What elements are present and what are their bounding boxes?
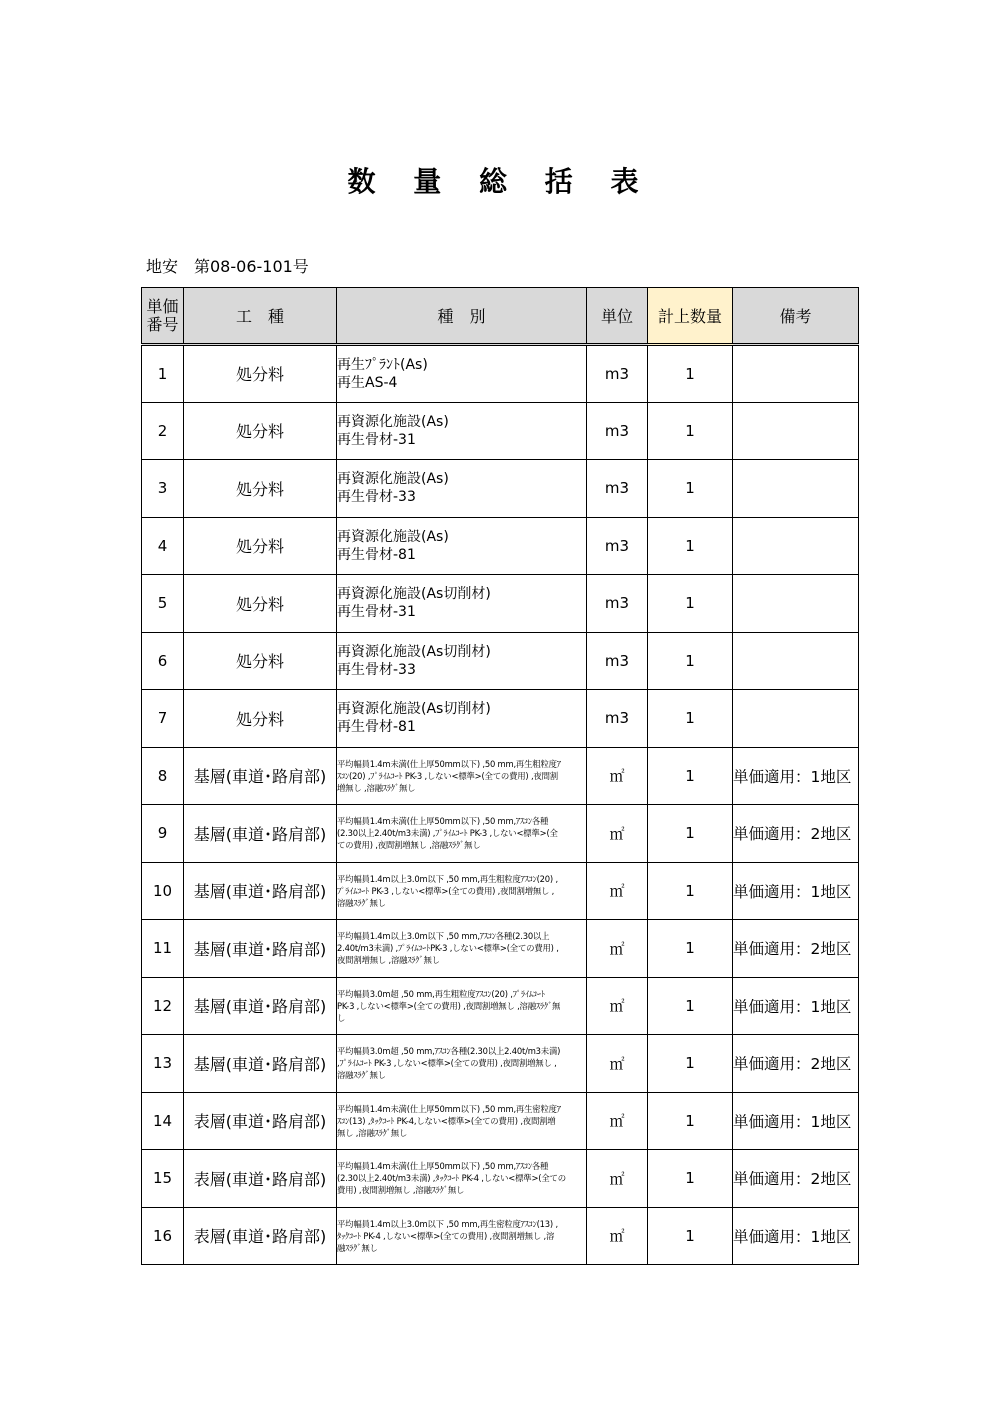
table-row — [142, 747, 859, 805]
specification-line-2: ,ﾌﾟﾗｲﾑｺｰﾄ PK-3 ,しない<標準>(全ての費用) ,夜間割増無し , — [337, 1058, 557, 1069]
specification-line-3: ての費用) ,夜間割増無し ,溶融ｽﾗｸﾞ無し — [337, 840, 481, 851]
row-number: 2 — [142, 402, 184, 460]
row-unit: ㎡ — [587, 920, 648, 978]
row-quantity: 1 — [648, 460, 733, 518]
row-specification — [337, 977, 587, 1035]
specification-line-1: 平均幅員3.0m超 ,50 mm,再生粗粒度ｱｽｺﾝ(20) ,ﾌﾟﾗｲﾑｺｰﾄ — [337, 988, 545, 999]
row-remarks — [733, 690, 859, 748]
quantity-summary-table — [141, 287, 859, 1265]
specification-line-1: 平均幅員1.4m未満(仕上厚50mm以下) ,50 mm,再生密粒度ｱ — [337, 1103, 561, 1114]
row-work-type: 処分料 — [184, 517, 337, 575]
row-remarks: 単価適用：1地区 — [733, 862, 859, 920]
row-unit: ㎡ — [587, 1207, 648, 1265]
row-unit: m3 — [587, 402, 648, 460]
row-specification — [337, 345, 587, 403]
specification-line-1: 平均幅員1.4m以上3.0m以下 ,50 mm,再生密粒度ｱｽｺﾝ(13) , — [337, 1218, 558, 1229]
row-quantity: 1 — [648, 920, 733, 978]
row-specification — [337, 747, 587, 805]
row-specification — [337, 460, 587, 518]
table-row — [142, 345, 859, 403]
row-unit: ㎡ — [587, 977, 648, 1035]
row-quantity: 1 — [648, 747, 733, 805]
row-unit: ㎡ — [587, 1035, 648, 1093]
specification-line-3: 費用) ,夜間割増無し ,溶融ｽﾗｸﾞ無し — [337, 1185, 465, 1196]
specification-line-2: 再生骨材-33 — [337, 661, 416, 678]
row-unit: m3 — [587, 575, 648, 633]
row-work-type: 基層(車道･路肩部) — [184, 1035, 337, 1093]
specification-line-1: 再資源化施設(As) — [337, 413, 449, 430]
specification-line-2: 再生骨材-81 — [337, 546, 416, 563]
table-row — [142, 1035, 859, 1093]
row-specification — [337, 1207, 587, 1265]
row-number: 16 — [142, 1207, 184, 1265]
row-unit: ㎡ — [587, 1092, 648, 1150]
row-work-type: 処分料 — [184, 690, 337, 748]
table-row — [142, 690, 859, 748]
row-number: 5 — [142, 575, 184, 633]
specification-line-2: ﾌﾟﾗｲﾑｺｰﾄ PK-3 ,しない<標準>(全ての費用) ,夜間割増無し , — [337, 885, 555, 896]
row-remarks: 単価適用：1地区 — [733, 1092, 859, 1150]
row-remarks: 単価適用：1地区 — [733, 1207, 859, 1265]
row-unit: ㎡ — [587, 1150, 648, 1208]
specification-line-1: 再資源化施設(As) — [337, 528, 449, 545]
specification-line-3: 無し ,溶融ｽﾗｸﾞ無し — [337, 1127, 408, 1138]
row-quantity: 1 — [648, 402, 733, 460]
row-remarks — [733, 517, 859, 575]
row-quantity: 1 — [648, 805, 733, 863]
row-quantity: 1 — [648, 1207, 733, 1265]
row-number: 12 — [142, 977, 184, 1035]
row-work-type: 基層(車道･路肩部) — [184, 805, 337, 863]
row-remarks: 単価適用：2地区 — [733, 805, 859, 863]
row-number: 9 — [142, 805, 184, 863]
row-number: 7 — [142, 690, 184, 748]
row-number: 14 — [142, 1092, 184, 1150]
specification-line-2: ｽｺﾝ(13) ,ﾀｯｸｺｰﾄ PK-4,しない<標準>(全ての費用) ,夜間割増 — [337, 1115, 556, 1126]
specification-line-1: 再資源化施設(As切削材) — [337, 586, 491, 603]
row-work-type: 処分料 — [184, 575, 337, 633]
row-quantity: 1 — [648, 1035, 733, 1093]
page-title: 数 量 総 括 表 — [347, 165, 653, 198]
row-number: 1 — [142, 345, 184, 403]
row-unit: m3 — [587, 345, 648, 403]
table-row — [142, 805, 859, 863]
table-row — [142, 632, 859, 690]
specification-line-1: 再生ﾌﾟﾗﾝﾄ(As) — [337, 356, 428, 373]
row-remarks: 単価適用：2地区 — [733, 1035, 859, 1093]
specification-line-3: 夜間割増無し ,溶融ｽﾗｸﾞ無し — [337, 955, 440, 966]
document-number: 地安 第08-06-101号 — [146, 257, 309, 276]
specification-line-1: 平均幅員1.4m未満(仕上厚50mm以下) ,50 mm,ｱｽｺﾝ各種 — [337, 1161, 549, 1172]
row-remarks — [733, 402, 859, 460]
specification-line-2: PK-3 ,しない<標準>(全ての費用) ,夜間割増無し ,溶融ｽﾗｸﾞ無 — [337, 1000, 561, 1011]
header-remarks: 備考 — [733, 288, 859, 345]
table-row — [142, 460, 859, 518]
table-row — [142, 977, 859, 1035]
table-header-row — [142, 288, 859, 345]
specification-line-1: 平均幅員3.0m超 ,50 mm,ｱｽｺﾝ各種(2.30以上2.40t/m3未満) — [337, 1046, 561, 1057]
row-remarks: 単価適用：1地区 — [733, 747, 859, 805]
header-quantity: 計上数量 — [648, 288, 733, 345]
specification-line-2: (2.30以上2.40t/m3未満) ,ﾌﾟﾗｲﾑｺｰﾄ PK-3 ,しない<標準>(全 — [337, 828, 558, 839]
specification-line-1: 平均幅員1.4m未満(仕上厚50mm以下) ,50 mm,再生粗粒度ｱ — [337, 758, 561, 769]
table-row — [142, 1150, 859, 1208]
table-row — [142, 575, 859, 633]
row-quantity: 1 — [648, 977, 733, 1035]
row-remarks: 単価適用：1地区 — [733, 977, 859, 1035]
specification-line-3: 溶融ｽﾗｸﾞ無し — [337, 897, 386, 908]
row-specification — [337, 805, 587, 863]
specification-line-2: 再生AS-4 — [337, 374, 398, 391]
row-quantity: 1 — [648, 517, 733, 575]
row-number: 4 — [142, 517, 184, 575]
header-work-type: 工 種 — [184, 288, 337, 345]
specification-line-2: 再生骨材-31 — [337, 431, 416, 448]
row-work-type: 処分料 — [184, 460, 337, 518]
row-quantity: 1 — [648, 575, 733, 633]
specification-line-1: 再資源化施設(As切削材) — [337, 643, 491, 660]
row-remarks — [733, 460, 859, 518]
row-unit: ㎡ — [587, 862, 648, 920]
row-unit: m3 — [587, 460, 648, 518]
row-work-type: 表層(車道･路肩部) — [184, 1092, 337, 1150]
row-unit: ㎡ — [587, 805, 648, 863]
row-quantity: 1 — [648, 690, 733, 748]
table-row — [142, 862, 859, 920]
row-work-type: 基層(車道･路肩部) — [184, 862, 337, 920]
specification-line-1: 平均幅員1.4m以上3.0m以下 ,50 mm,再生粗粒度ｱｽｺﾝ(20) , — [337, 873, 558, 884]
row-specification — [337, 575, 587, 633]
row-unit: m3 — [587, 517, 648, 575]
specification-line-2: 再生骨材-81 — [337, 719, 416, 736]
specification-line-2: 2.40t/m3未満) ,ﾌﾟﾗｲﾑｺｰﾄPK-3 ,しない<標準>(全ての費用) , — [337, 943, 559, 954]
header-no-line1: 単価 — [146, 296, 179, 316]
header-unit: 単位 — [587, 288, 648, 345]
row-unit: m3 — [587, 690, 648, 748]
table-row — [142, 1092, 859, 1150]
row-work-type: 基層(車道･路肩部) — [184, 920, 337, 978]
specification-line-3: し — [337, 1012, 346, 1023]
specification-line-1: 再資源化施設(As切削材) — [337, 701, 491, 718]
row-specification — [337, 690, 587, 748]
row-work-type: 表層(車道･路肩部) — [184, 1150, 337, 1208]
specification-line-2: 再生骨材-33 — [337, 489, 416, 506]
row-specification — [337, 862, 587, 920]
specification-line-2: ｽｺﾝ(20) ,ﾌﾟﾗｲﾑｺｰﾄ PK-3 ,しない<標準>(全ての費用) ,夜間割 — [337, 770, 558, 781]
row-quantity: 1 — [648, 1150, 733, 1208]
row-number: 13 — [142, 1035, 184, 1093]
row-specification — [337, 402, 587, 460]
row-number: 8 — [142, 747, 184, 805]
specification-line-3: 融ｽﾗｸﾞ無し — [337, 1242, 378, 1253]
specification-line-2: (2.30以上2.40t/m3未満) ,ﾀｯｸｺｰﾄ PK-4 ,しない<標準>(全ての — [337, 1173, 566, 1184]
row-work-type: 処分料 — [184, 402, 337, 460]
row-work-type: 処分料 — [184, 632, 337, 690]
row-unit: m3 — [587, 632, 648, 690]
table-row — [142, 1207, 859, 1265]
row-quantity: 1 — [648, 862, 733, 920]
row-remarks: 単価適用：2地区 — [733, 1150, 859, 1208]
row-unit: ㎡ — [587, 747, 648, 805]
specification-line-1: 平均幅員1.4m以上3.0m以下 ,50 mm,ｱｽｺﾝ各種(2.30以上 — [337, 931, 550, 942]
row-number: 10 — [142, 862, 184, 920]
row-number: 6 — [142, 632, 184, 690]
row-remarks — [733, 575, 859, 633]
table-row — [142, 517, 859, 575]
row-specification — [337, 517, 587, 575]
header-specification: 種 別 — [337, 288, 587, 345]
specification-line-1: 平均幅員1.4m未満(仕上厚50mm以下) ,50 mm,ｱｽｺﾝ各種 — [337, 816, 549, 827]
table-row — [142, 920, 859, 978]
row-remarks — [733, 345, 859, 403]
specification-line-2: ﾀｯｸｺｰﾄ PK-4 ,しない<標準>(全ての費用) ,夜間割増無し ,溶 — [337, 1230, 555, 1241]
row-number: 3 — [142, 460, 184, 518]
row-work-type: 基層(車道･路肩部) — [184, 977, 337, 1035]
row-specification — [337, 632, 587, 690]
row-number: 15 — [142, 1150, 184, 1208]
row-work-type: 処分料 — [184, 345, 337, 403]
row-work-type: 基層(車道･路肩部) — [184, 747, 337, 805]
row-quantity: 1 — [648, 1092, 733, 1150]
specification-line-2: 再生骨材-31 — [337, 604, 416, 621]
row-specification — [337, 920, 587, 978]
row-remarks — [733, 632, 859, 690]
header-unit-price-number — [142, 288, 184, 345]
row-number: 11 — [142, 920, 184, 978]
row-specification — [337, 1035, 587, 1093]
row-remarks: 単価適用：2地区 — [733, 920, 859, 978]
specification-line-3: 増無し ,溶融ｽﾗｸﾞ無し — [337, 782, 416, 793]
row-quantity: 1 — [648, 632, 733, 690]
row-specification — [337, 1092, 587, 1150]
row-work-type: 表層(車道･路肩部) — [184, 1207, 337, 1265]
specification-line-3: 溶融ｽﾗｸﾞ無し — [337, 1070, 386, 1081]
header-no-line2: 番号 — [146, 314, 179, 334]
row-quantity: 1 — [648, 345, 733, 403]
row-specification — [337, 1150, 587, 1208]
table-row — [142, 402, 859, 460]
specification-line-1: 再資源化施設(As) — [337, 471, 449, 488]
